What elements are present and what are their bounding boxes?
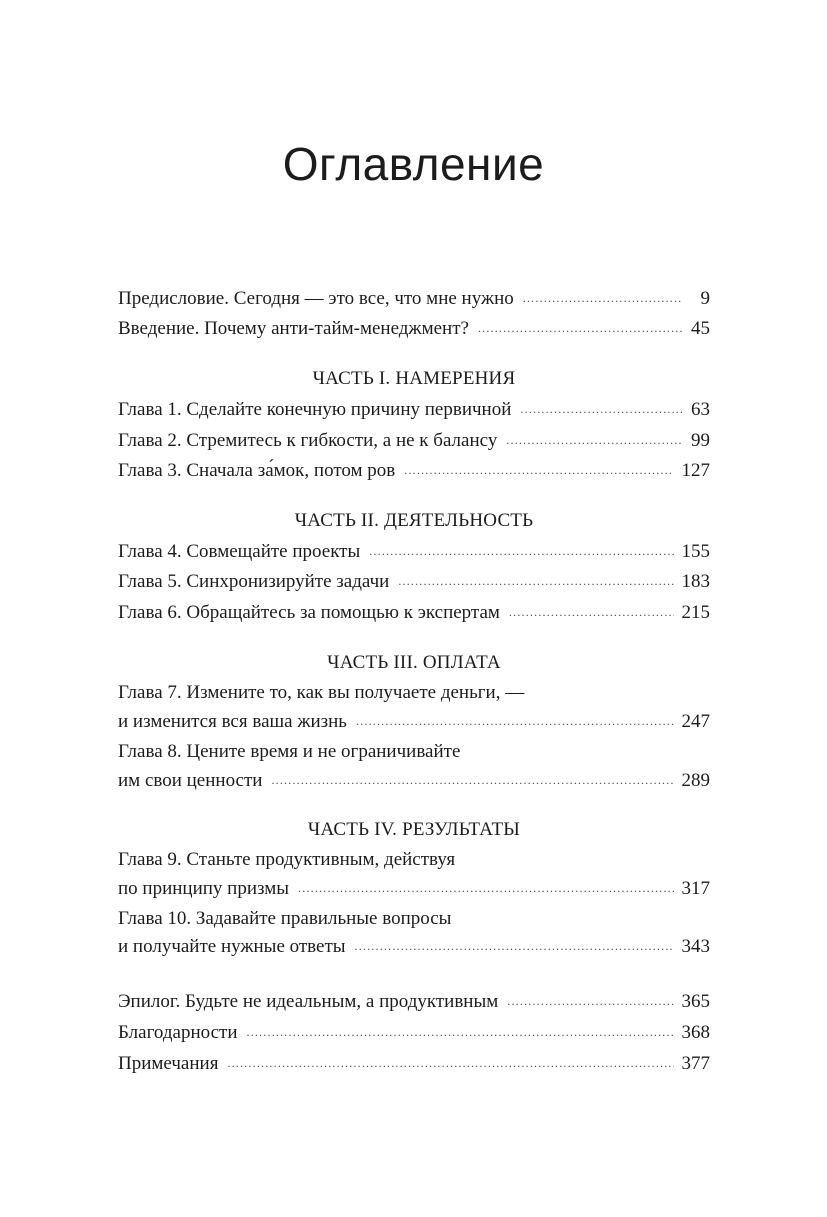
dot-leader — [398, 568, 673, 594]
toc-entry-label: Глава 4. Совмещайте проекты — [118, 541, 361, 562]
dot-leader — [369, 538, 673, 564]
dot-leader — [478, 315, 682, 341]
toc-entry-label: Глава 2. Стремитесь к гибкости, а не к балансу — [118, 430, 498, 451]
toc-entry-label: Глава 6. Обращайтесь за помощью к экспертам — [118, 602, 500, 623]
toc-entry-chapter-2[interactable] — [118, 428, 710, 454]
toc-entry-label: по принципу призмы — [118, 878, 290, 899]
toc-entry-label: Глава 1. Сделайте конечную причину первичной — [118, 399, 512, 420]
toc-page-number: 155 — [681, 541, 710, 562]
toc-entry-label: им свои ценности — [118, 770, 263, 791]
toc-entry-chapter-3[interactable] — [118, 458, 710, 484]
toc-page-number: 368 — [681, 1022, 710, 1043]
dot-leader — [227, 1050, 673, 1076]
toc-entry-chapter-10-title[interactable]: Глава 10. Задавайте правильные вопросы — [118, 908, 452, 929]
toc-entry-acknowledgements[interactable] — [118, 1020, 710, 1046]
toc-entry-label: Введение. Почему анти-тайм-менеджмент? — [118, 318, 469, 339]
part-heading-4: ЧАСТЬ IV. РЕЗУЛЬТАТЫ — [307, 819, 521, 840]
dot-leader — [506, 427, 682, 453]
toc-page-number: 183 — [681, 571, 710, 592]
toc-page-number: 289 — [681, 770, 710, 791]
dot-leader — [520, 396, 682, 422]
page-title: Оглавление — [282, 138, 545, 190]
toc-entry-chapter-7[interactable] — [118, 709, 710, 735]
toc-entry-epilogue[interactable] — [118, 989, 710, 1015]
toc-entry-chapter-8[interactable] — [118, 768, 710, 794]
part-heading-1: ЧАСТЬ I. НАМЕРЕНИЯ — [312, 368, 516, 389]
toc-entry-introduction[interactable] — [118, 316, 710, 342]
dot-leader — [404, 457, 673, 483]
toc-entry-chapter-9-title[interactable]: Глава 9. Станьте продуктивным, действуя — [118, 849, 456, 870]
toc-page-number: 9 — [700, 288, 710, 309]
toc-entry-label: Глава 3. Сначала за́мок, потом ров — [118, 460, 396, 481]
toc-entry-label: Примечания — [118, 1053, 219, 1074]
toc-entry-chapter-7-title[interactable]: Глава 7. Измените то, как вы получаете деньги, — — [118, 682, 525, 703]
toc-page-number: 343 — [681, 936, 710, 957]
dot-leader — [271, 767, 673, 793]
toc-page-number: 45 — [691, 318, 710, 339]
toc-page-number: 63 — [691, 399, 710, 420]
toc-entry-chapter-8-title[interactable]: Глава 8. Цените время и не ограничивайте — [118, 741, 461, 762]
toc-entry-notes[interactable] — [118, 1051, 710, 1077]
toc-page-number: 99 — [691, 430, 710, 451]
dot-leader — [247, 1019, 674, 1045]
toc-entry-label: Благодарности — [118, 1022, 238, 1043]
toc-entry-chapter-6[interactable] — [118, 600, 710, 626]
toc-entry-preface[interactable] — [118, 286, 710, 312]
toc-entry-label: Эпилог. Будьте не идеальным, а продуктивным — [118, 991, 499, 1012]
toc-page-number: 215 — [681, 602, 710, 623]
toc-entry-chapter-10[interactable] — [118, 934, 710, 960]
toc-page-number: 247 — [681, 711, 710, 732]
dot-leader — [507, 988, 673, 1014]
toc-entry-chapter-5[interactable] — [118, 569, 710, 595]
toc-page-number: 317 — [681, 878, 710, 899]
dot-leader — [356, 708, 674, 734]
part-heading-3: ЧАСТЬ III. ОПЛАТА — [327, 652, 501, 673]
toc-entry-label: Предисловие. Сегодня — это все, что мне нужно — [118, 288, 514, 309]
toc-entry-chapter-4[interactable] — [118, 539, 710, 565]
toc-entry-label: и получайте нужные ответы — [118, 936, 346, 957]
dot-leader — [509, 599, 674, 625]
dot-leader — [523, 285, 682, 311]
toc-entry-chapter-9[interactable] — [118, 876, 710, 902]
dot-leader — [298, 875, 673, 901]
part-heading-2: ЧАСТЬ II. ДЕЯТЕЛЬНОСТЬ — [294, 510, 534, 531]
toc-page-number: 377 — [681, 1053, 710, 1074]
dot-leader — [355, 933, 674, 959]
toc-entry-label: Глава 5. Синхронизируйте задачи — [118, 571, 390, 592]
toc-page-number: 127 — [681, 460, 710, 481]
toc-page-number: 365 — [681, 991, 710, 1012]
toc-entry-label: и изменится вся ваша жизнь — [118, 711, 347, 732]
toc-entry-chapter-1[interactable] — [118, 397, 710, 423]
